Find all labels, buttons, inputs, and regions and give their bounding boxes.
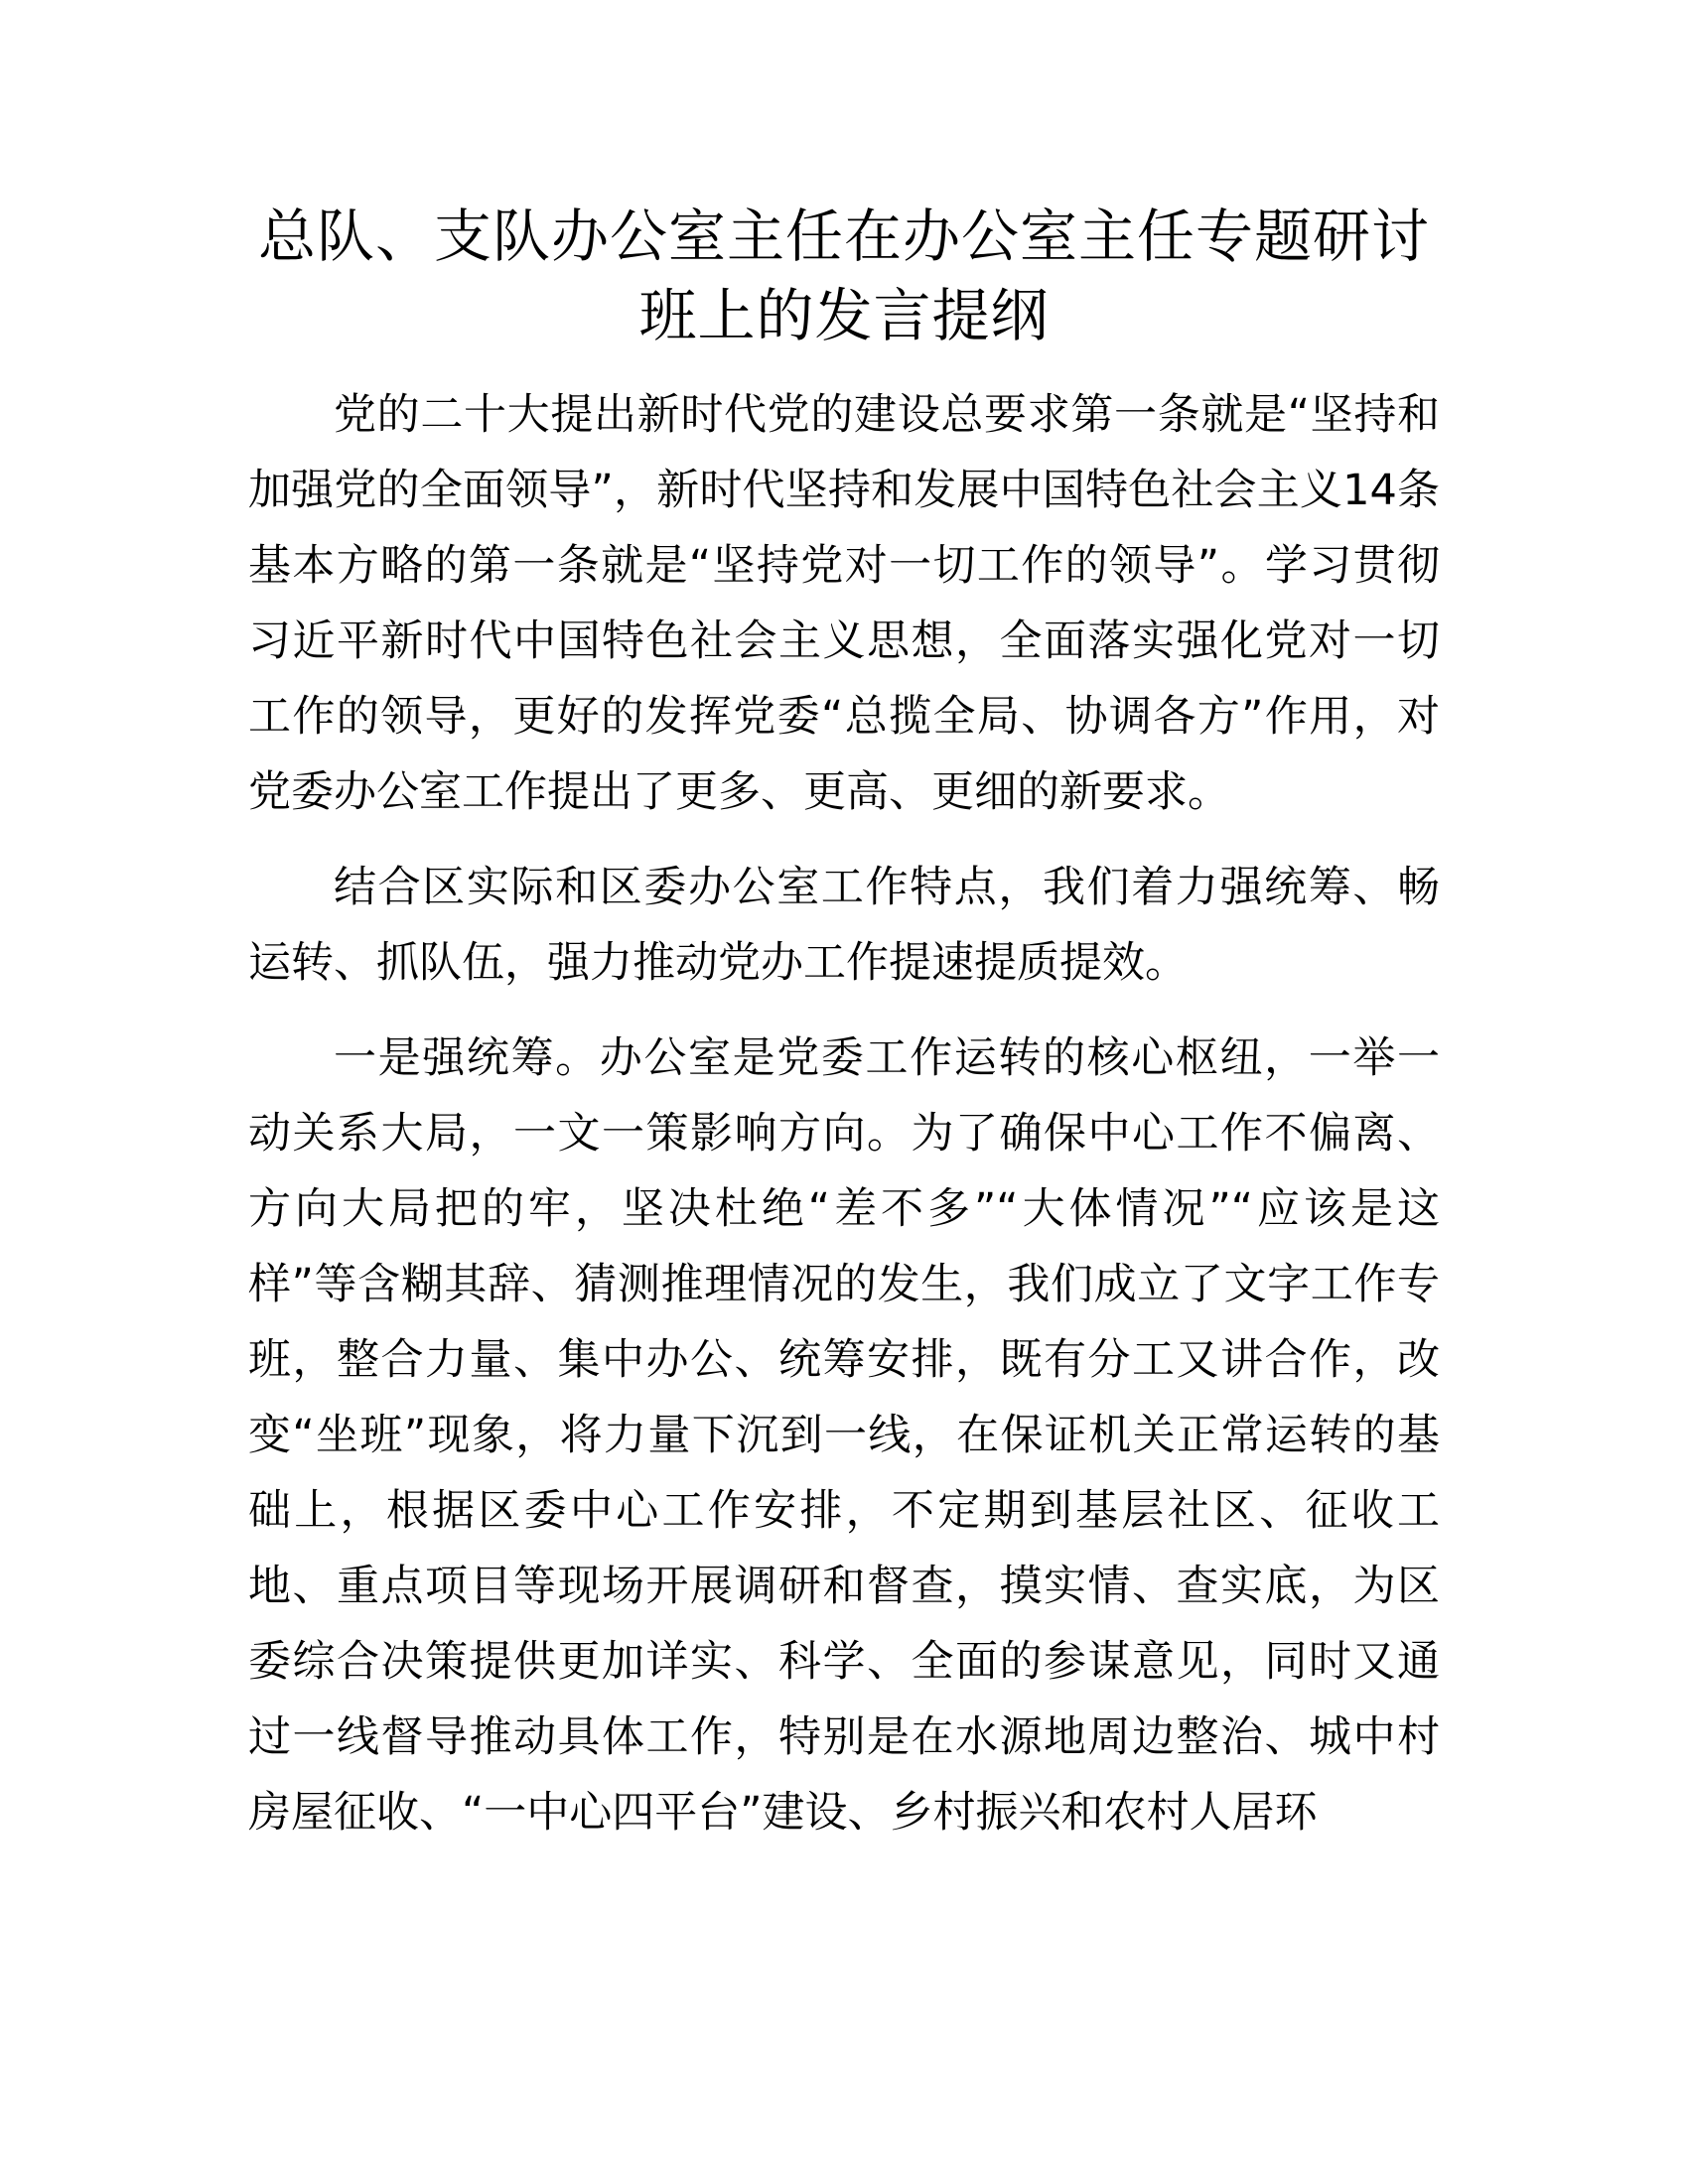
paragraph-point-one: 一是强统筹。办公室是党委工作运转的核心枢纽，一举一动关系大局，一文一策影响方向。为了确保中心工作不偏离、方向大局把的牢，坚决杜绝“差不多”“大体情况”“应该是这样”等含糊其辞、猜测推理情况的发生，我们成立了文字工作专班，整合力量、集中办公、统筹安排，既有分工又讲合作，改变“坐班”现象，将力量下沉到一线，在保证机关正常运转的基础上，根据区委中心工作安排，不定期到基层社区、征收工地、重点项目等现场开展调研和督查，摸实情、查实底，为区委综合决策提供更加详实、科学、全面的参谋意见，同时又通过一线督导推动具体工作，特别是在水源地周边整治、城中村房屋征收、“一中心四平台”建设、乡村振兴和农村人居环 (248, 1033, 1440, 1838)
paragraph-summary: 结合区实际和区委办公室工作特点，我们着力强统筹、畅运转、抓队伍，强力推动党办工作提速提质提效。 (248, 863, 1440, 988)
document-body (248, 377, 1440, 1870)
title-line-2: 班上的发言提纲 (638, 282, 1050, 349)
document-title (248, 197, 1440, 355)
paragraph-intro: 党的二十大提出新时代党的建设总要求第一条就是“坚持和加强党的全面领导”，新时代坚持和发展中国特色社会主义14条基本方略的第一条就是“坚持党对一切工作的领导”。学习贯彻习近平新时代中国特色社会主义思想，全面落实强化党对一切工作的领导，更好的发挥党委“总揽全局、协调各方”作用，对党委办公室工作提出了更多、更高、更细的新要求。 (248, 390, 1440, 817)
title-line-1: 总队、支队办公室主任在办公室主任专题研讨 (257, 203, 1430, 270)
